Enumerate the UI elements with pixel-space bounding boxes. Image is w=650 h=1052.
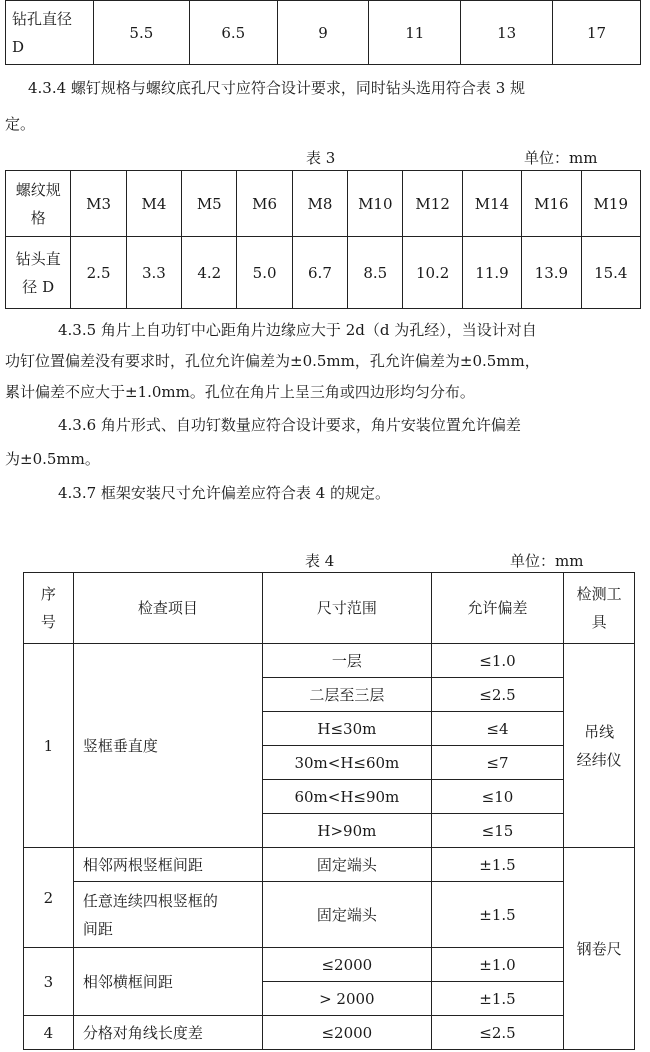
item-cell: 相邻两根竖框间距: [73, 848, 262, 882]
paragraph-435-line3: 累计偏差不应大于±1.0mm。孔位在角片上呈三角或四边形均匀分布。: [5, 383, 475, 401]
item-cell: 竖框垂直度: [73, 644, 262, 848]
header-tolerance: 允许偏差: [431, 573, 564, 644]
tolerance-cell: ±1.5: [431, 982, 564, 1016]
tool-line: 经纬仪: [576, 750, 622, 769]
header-line: 具: [591, 613, 607, 631]
table3-row-label: [6, 171, 71, 237]
table-cell: 11: [369, 1, 461, 65]
range-cell: 30m<H≤60m: [263, 746, 432, 780]
tolerance-cell: ±1.0: [431, 948, 564, 982]
range-cell: ≤2000: [263, 1016, 432, 1050]
table3-row-label: [6, 237, 71, 309]
range-cell: ≤2000: [263, 948, 432, 982]
table-cell: 4.2: [182, 237, 237, 309]
paragraph-435-line1: 4.3.5 角片上自功钉中心距角片边缘应大于 2d（d 为孔经），当设计对自: [58, 321, 537, 339]
range-cell: H≤30m: [263, 712, 432, 746]
table-cell: M16: [522, 171, 581, 237]
tolerance-cell: ≤2.5: [431, 1016, 564, 1050]
header-line: 序: [40, 585, 56, 603]
range-cell: 固定端头: [263, 848, 432, 882]
paragraph-434-line1: 4.3.4 螺钉规格与螺纹底孔尺寸应符合设计要求，同时钻头选用符合表 3 规: [28, 79, 526, 97]
tolerance-cell: ±1.5: [431, 882, 564, 948]
seq-cell: 4: [24, 1016, 74, 1050]
table4: [23, 572, 635, 1050]
item-cell: 相邻横框间距: [73, 948, 262, 1016]
table-cell: 13: [461, 1, 553, 65]
tolerance-cell: ≤1.0: [431, 644, 564, 678]
table3: [5, 170, 641, 309]
header-line: 检测工: [576, 585, 622, 603]
table-cell: M10: [348, 171, 403, 237]
table-cell: 11.9: [462, 237, 521, 309]
drill-diameter-table: [5, 0, 641, 65]
table-cell: 17: [553, 1, 641, 65]
item-cell: [73, 882, 262, 948]
item-cell: 分格对角线长度差: [73, 1016, 262, 1050]
tolerance-cell: ≤2.5: [431, 678, 564, 712]
label-line: 螺纹规: [15, 180, 61, 199]
header-item: 检查项目: [73, 573, 262, 644]
table3-caption: 表 3: [306, 149, 336, 167]
seq-cell: 3: [24, 948, 74, 1016]
table4-caption: 表 4: [305, 552, 335, 570]
table-cell: M6: [237, 171, 292, 237]
table-cell: M12: [403, 171, 462, 237]
table-cell: 5.5: [93, 1, 189, 65]
header-tool: [564, 573, 635, 644]
tolerance-cell: ≤7: [431, 746, 564, 780]
table4-unit: 单位：mm: [510, 552, 584, 570]
table-cell: M14: [462, 171, 521, 237]
label-line: 钻孔直径: [12, 9, 73, 28]
paragraph-434-line2: 定。: [5, 115, 36, 133]
table-cell: 15.4: [581, 237, 640, 309]
range-cell: 一层: [263, 644, 432, 678]
item-line: 间距: [82, 919, 113, 938]
tolerance-cell: ≤10: [431, 780, 564, 814]
paragraph-436-line2: 为±0.5mm。: [5, 450, 100, 468]
table-cell: 10.2: [403, 237, 462, 309]
table-cell: 8.5: [348, 237, 403, 309]
range-cell: 固定端头: [263, 882, 432, 948]
header-range: 尺寸范围: [263, 573, 432, 644]
range-cell: 60m<H≤90m: [263, 780, 432, 814]
item-line: 任意连续四根竖框的: [82, 891, 218, 910]
table-cell: 5.0: [237, 237, 292, 309]
table-cell: M19: [581, 171, 640, 237]
table-cell: 6.7: [292, 237, 347, 309]
paragraph-437-line1: 4.3.7 框架安装尺寸允许偏差应符合表 4 的规定。: [58, 484, 391, 502]
label-line: D: [12, 37, 25, 56]
paragraph-435-line2: 功钉位置偏差没有要求时，孔位允许偏差为±0.5mm，孔允许偏差为±0.5mm，: [5, 352, 540, 370]
table-cell: M4: [126, 171, 181, 237]
tool-cell: [564, 644, 635, 848]
table-cell: 6.5: [189, 1, 277, 65]
table-cell: M3: [71, 171, 126, 237]
seq-cell: 2: [24, 848, 74, 948]
label-line: 径 D: [22, 277, 55, 296]
table-cell: 2.5: [71, 237, 126, 309]
range-cell: 二层至三层: [263, 678, 432, 712]
header-line: 号: [40, 613, 56, 631]
table-cell: M8: [292, 171, 347, 237]
tolerance-cell: ±1.5: [431, 848, 564, 882]
range-cell: > 2000: [263, 982, 432, 1016]
label-line: 格: [30, 208, 46, 227]
label-line: 钻头直: [15, 249, 61, 268]
header-seq: [24, 573, 74, 644]
tolerance-cell: ≤4: [431, 712, 564, 746]
seq-cell: 1: [24, 644, 74, 848]
tool-cell: 钢卷尺: [564, 848, 635, 1050]
drill-diameter-label: [6, 1, 94, 65]
tool-line: 吊线: [584, 722, 615, 741]
table-cell: M5: [182, 171, 237, 237]
table-cell: 3.3: [126, 237, 181, 309]
table-cell: 9: [277, 1, 369, 65]
range-cell: H>90m: [263, 814, 432, 848]
table-cell: 13.9: [522, 237, 581, 309]
table3-unit: 单位：mm: [524, 149, 598, 167]
paragraph-436-line1: 4.3.6 角片形式、自功钉数量应符合设计要求，角片安装位置允许偏差: [58, 416, 521, 434]
tolerance-cell: ≤15: [431, 814, 564, 848]
